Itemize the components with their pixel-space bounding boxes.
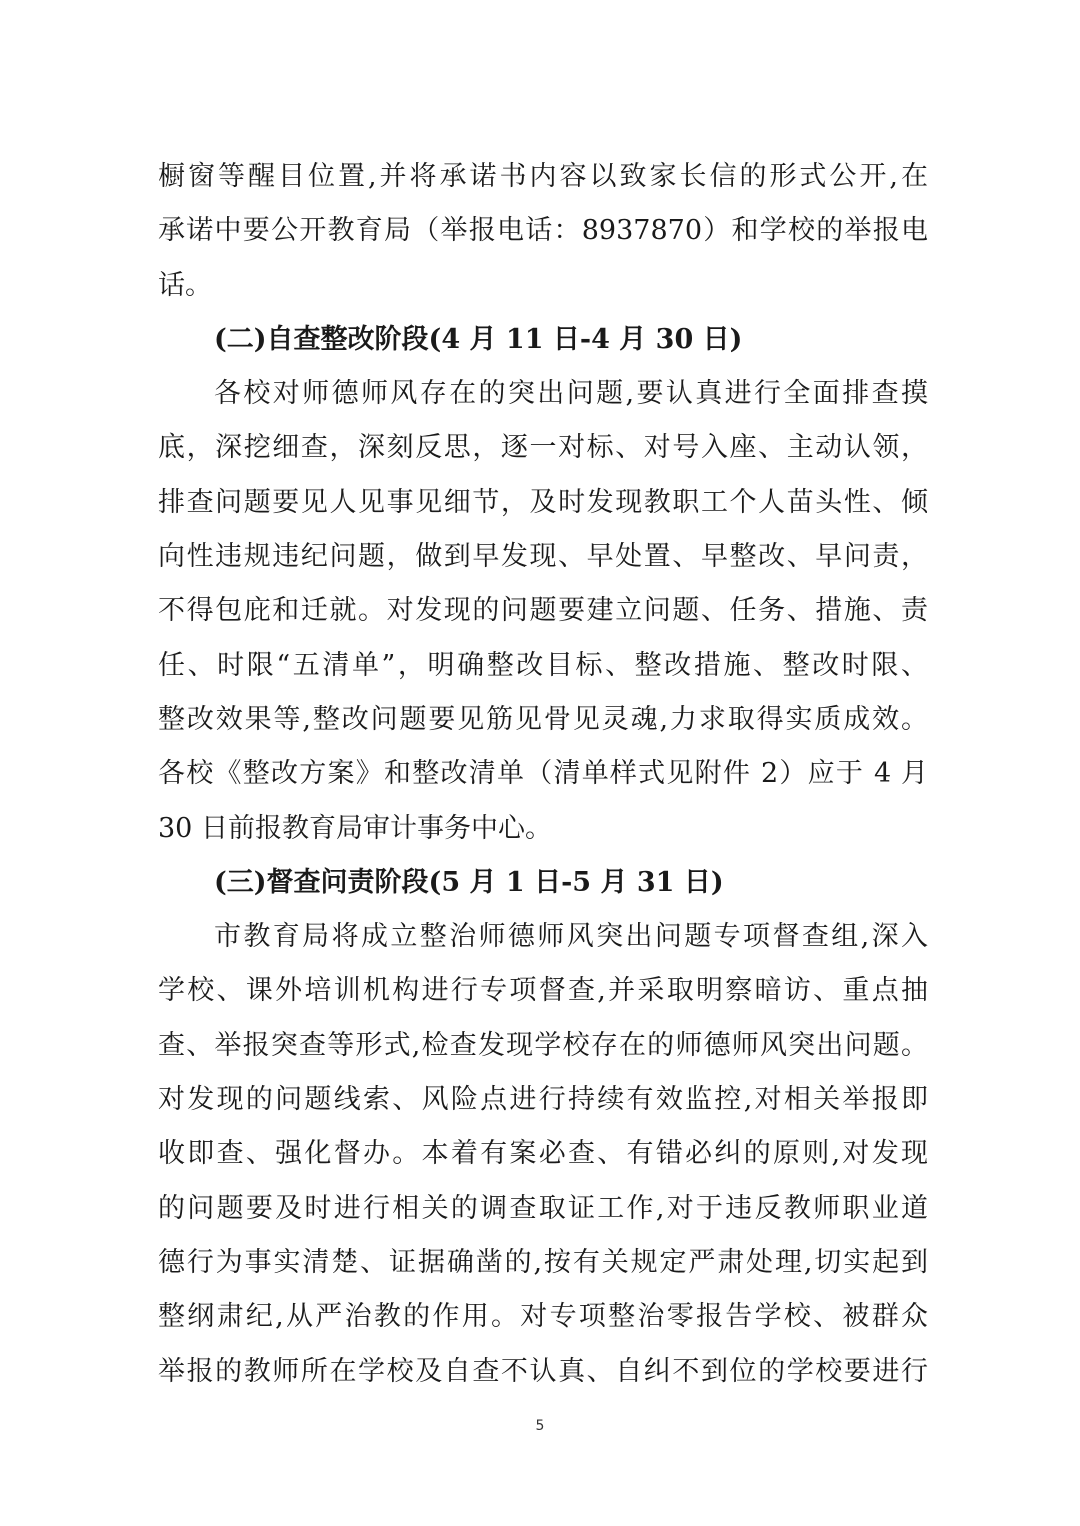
- body-line: 橱窗等醒目位置,并将承诺书内容以致家长信的形式公开,在: [158, 161, 928, 192]
- document-body: [158, 150, 928, 1399]
- body-line: 德行为事实清楚、证据确凿的,按有关规定严肃处理,切实起到: [158, 1246, 928, 1278]
- body-line: 30 日前报教育局审计事务中心。: [158, 812, 552, 844]
- body-line: 查、举报突查等形式,检查发现学校存在的师德师风突出问题。: [158, 1029, 928, 1061]
- body-line: 任、时限“五清单”，明确整改目标、整改措施、整改时限、: [158, 649, 928, 681]
- body-line: 各校《整改方案》和整改清单（清单样式见附件 2）应于 4 月: [158, 758, 928, 790]
- body-line: 各校对师德师风存在的突出问题,要认真进行全面排查摸: [214, 378, 928, 410]
- body-line: 承诺中要公开教育局（举报电话：8937870）和学校的举报电: [158, 215, 928, 247]
- body-line: 整纲肃纪,从严治教的作用。对专项整治零报告学校、被群众: [158, 1301, 928, 1333]
- body-line: 排查问题要见人见事见细节，及时发现教职工个人苗头性、倾: [158, 486, 928, 518]
- body-line: 收即查、强化督办。本着有案必查、有错必纠的原则,对发现: [158, 1138, 928, 1170]
- body-line: 向性违规违纪问题，做到早发现、早处置、早整改、早问责，: [158, 541, 928, 573]
- page-number: 5: [535, 1418, 545, 1434]
- body-line: 市教育局将成立整治师德师风突出问题专项督查组,深入: [214, 921, 928, 953]
- body-line: 的问题要及时进行相关的调查取证工作,对于违反教师职业道: [158, 1192, 928, 1224]
- body-line: 整改效果等,整改问题要见筋见骨见灵魂,力求取得实质成效。: [158, 703, 928, 735]
- section-heading-3: (三)督查问责阶段(5 月 1 日-5 月 31 日): [214, 866, 724, 898]
- body-line: 对发现的问题线索、风险点进行持续有效监控,对相关举报即: [158, 1084, 928, 1116]
- body-line: 底，深挖细查，深刻反思，逐一对标、对号入座、主动认领，: [158, 432, 928, 464]
- body-line: 举报的教师所在学校及自查不认真、自纠不到位的学校要进行: [158, 1355, 928, 1387]
- body-line: 话。: [158, 269, 212, 301]
- section-heading-2: (二)自查整改阶段(4 月 11 日-4 月 30 日): [214, 323, 743, 355]
- body-line: 不得包庇和迁就。对发现的问题要建立问题、任务、措施、责: [158, 595, 928, 627]
- body-line: 学校、课外培训机构进行专项督查,并采取明察暗访、重点抽: [158, 975, 928, 1007]
